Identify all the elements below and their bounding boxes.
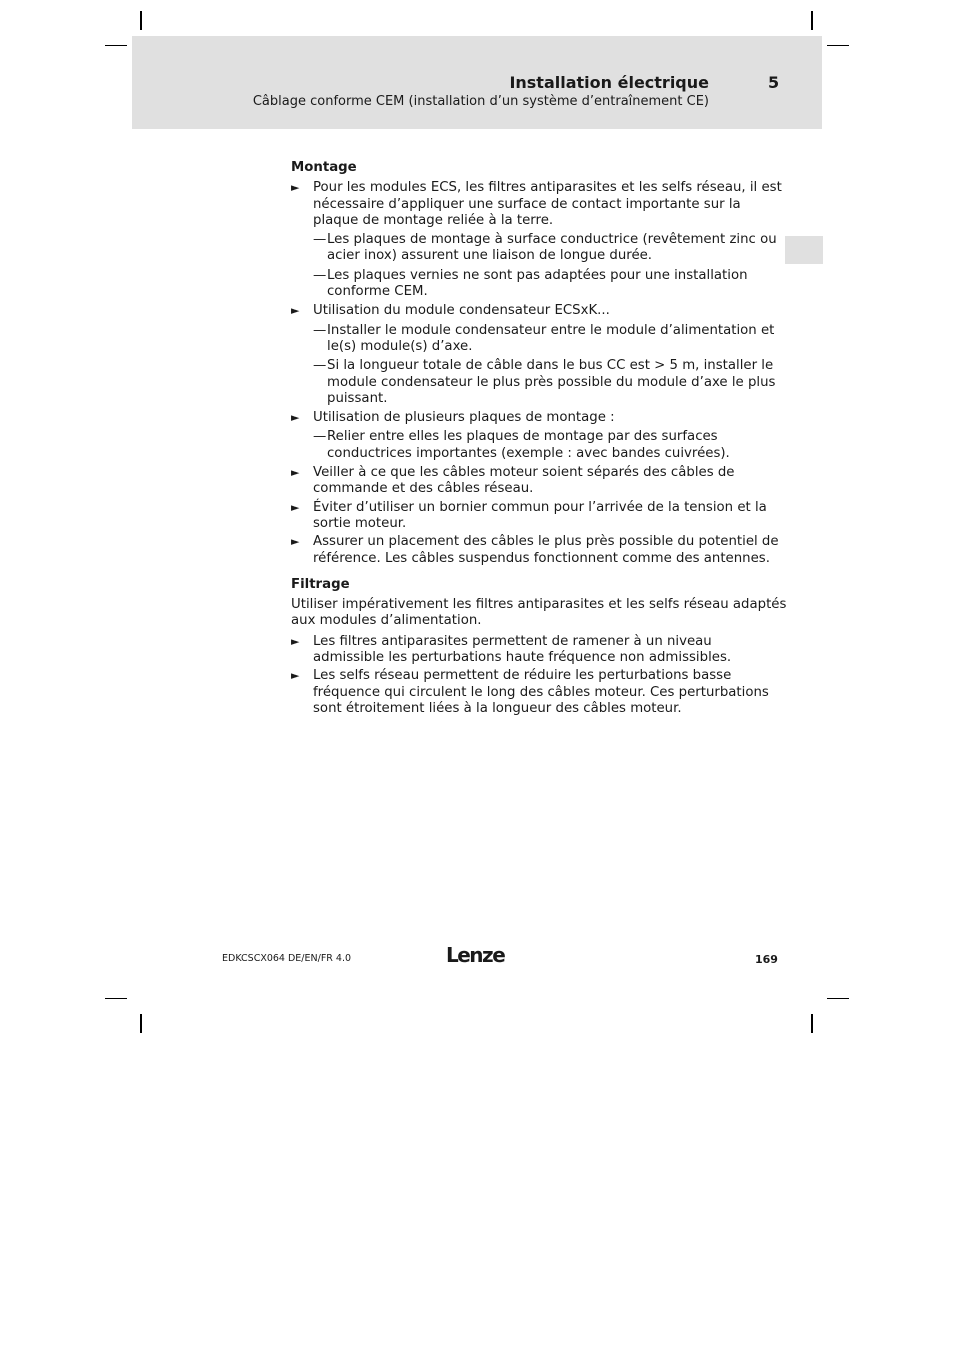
sub-list-item: [313, 268, 787, 301]
crop-mark: [140, 1014, 142, 1033]
page-content: [291, 160, 787, 719]
crop-mark: [827, 998, 849, 999]
sub-list-item: [313, 358, 787, 407]
right-triangle-icon: ►: [291, 500, 300, 514]
list-item: [291, 634, 787, 667]
crop-mark: [105, 998, 127, 999]
bullet-text: Éviter d’utiliser un bornier commun pour l’arrivée de la tension et la sortie moteur.: [313, 499, 767, 531]
right-triangle-icon: ►: [291, 304, 300, 318]
crop-mark: [827, 45, 849, 46]
right-triangle-icon: ►: [291, 634, 300, 648]
list-item: [291, 465, 787, 498]
crop-mark: [105, 45, 127, 46]
list-item: [291, 303, 787, 407]
sub-bullet-text: Les plaques de montage à surface conductrice (revêtement zinc ou acier inox) assurent une liaison de longue durée.: [327, 232, 777, 264]
em-dash-icon: —: [313, 358, 327, 374]
crop-mark: [811, 11, 813, 30]
sub-bullet-text: Si la longueur totale de câble dans le bus CC est > 5 m, installer le module condensateur le plus près possible du module d’axe le plus puissant.: [327, 358, 776, 406]
sub-bullet-text: Installer le module condensateur entre le module d’alimentation et le(s) module(s) d’axe.: [327, 322, 775, 354]
list-item: [291, 180, 787, 300]
bullet-text: Les filtres antiparasites permettent de ramener à un niveau admissible les perturbations haute fréquence non admissibles.: [313, 633, 732, 666]
chapter-header: [132, 36, 822, 129]
sub-list: [313, 323, 787, 407]
filtrage-list: [291, 634, 787, 717]
sub-bullet-text: Les plaques vernies ne sont pas adaptées pour une installation conforme CEM.: [327, 267, 748, 300]
right-triangle-icon: ►: [291, 411, 300, 425]
right-triangle-icon: ►: [291, 466, 300, 480]
crop-mark: [140, 11, 142, 30]
em-dash-icon: —: [313, 429, 327, 445]
chapter-title: Installation électrique: [509, 73, 709, 92]
list-item: [291, 534, 787, 567]
chapter-number: 5: [768, 73, 780, 92]
bullet-text: Assurer un placement des câbles le plus près possible du potentiel de référence. Les câbles suspendus fonctionnent comme des antennes.: [313, 534, 779, 566]
list-item: [291, 410, 787, 462]
sub-list-item: [313, 232, 787, 265]
section-heading-montage: Montage: [291, 160, 357, 175]
filtrage-intro: Utiliser impérativement les filtres antiparasites et les selfs réseau adaptés aux modules d’alimentation.: [291, 597, 787, 629]
sub-list: [313, 429, 787, 462]
bullet-text: Les selfs réseau permettent de réduire les perturbations basse fréquence qui circulent le long des câbles moteur. Ces perturbations sont étroitement liées à la longueur des câbles moteur.: [313, 668, 769, 716]
right-triangle-icon: ►: [291, 669, 300, 683]
bullet-text: Utilisation de plusieurs plaques de montage :: [313, 410, 615, 426]
list-item: [291, 668, 787, 717]
chapter-subtitle: Câblage conforme CEM (installation d’un système d’entraînement CE): [252, 94, 709, 109]
sub-list: [313, 232, 787, 300]
bullet-text: Utilisation du module condensateur ECSxK...: [313, 303, 610, 319]
em-dash-icon: —: [313, 322, 327, 338]
bullet-text: Veiller à ce que les câbles moteur soient séparés des câbles de commande et des câbles réseau.: [313, 465, 735, 497]
crop-mark: [811, 1014, 813, 1033]
chapter-side-tab: [785, 236, 823, 264]
lenze-logo: Lenze: [446, 943, 505, 967]
sub-list-item: [313, 323, 787, 356]
montage-list: [291, 180, 787, 567]
document-id: EDKCSCX064 DE/EN/FR 4.0: [222, 953, 352, 964]
sub-bullet-text: Relier entre elles les plaques de montage par des surfaces conductrices importantes (exemple : avec bandes cuivrées).: [327, 429, 730, 461]
list-item: [291, 500, 787, 533]
sub-list-item: [313, 429, 787, 462]
em-dash-icon: —: [313, 267, 327, 283]
section-heading-filtrage: Filtrage: [291, 576, 350, 592]
em-dash-icon: —: [313, 232, 327, 248]
right-triangle-icon: ►: [291, 535, 300, 549]
page-number: 169: [755, 953, 778, 966]
bullet-text: Pour les modules ECS, les filtres antiparasites et les selfs réseau, il est nécessaire d’appliquer une surface de contact importante sur la plaque de montage reliée à la terre.: [313, 180, 782, 228]
right-triangle-icon: ►: [291, 181, 300, 195]
